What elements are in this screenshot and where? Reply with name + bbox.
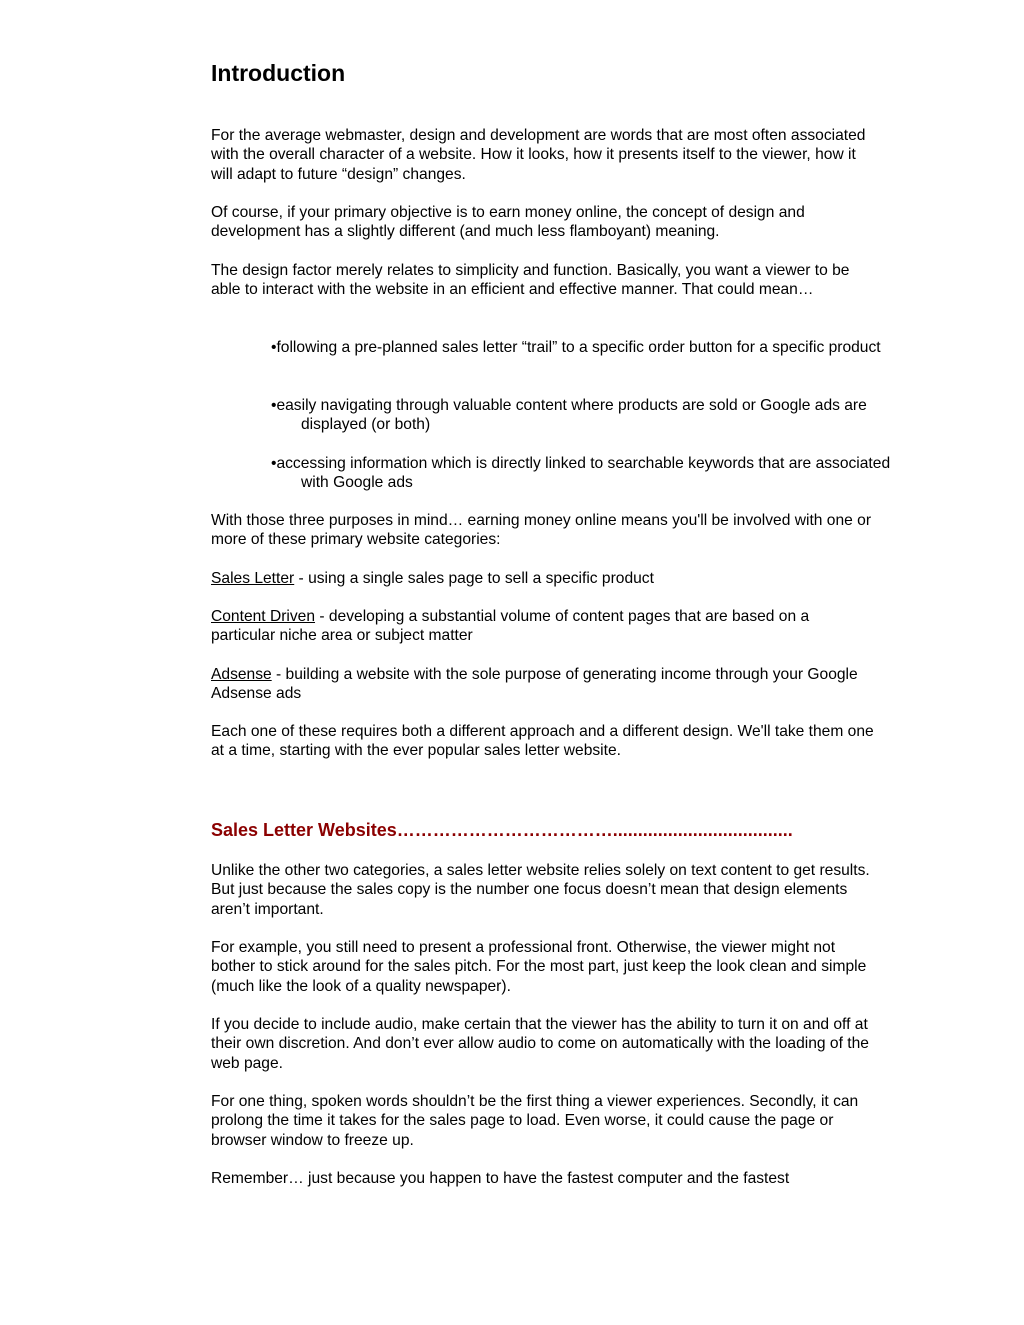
- section-heading-leader: ………………………………....................................: [396, 820, 793, 840]
- sales-paragraph-5: Remember… just because you happen to have the fastest computer and the fastest: [211, 1170, 790, 1187]
- category-content-driven: [211, 607, 876, 646]
- category-term: Content Driven: [211, 608, 316, 625]
- sales-paragraph-3: If you decide to include audio, make certain that the viewer has the ability to turn it on and off at their own discretion. And don’t ever allow audio to come on automatically with the loading of the web page.: [211, 1016, 869, 1072]
- intro-paragraph-3: The design factor merely relates to simplicity and function. Basically, you want a viewer to be able to interact with the website in an efficient and effective manner. That could mean…: [211, 262, 850, 299]
- sales-paragraph-4: For one thing, spoken words shouldn’t be the first thing a viewer experiences. Secondly, it can prolong the time it takes for the sales page to load. Even worse, it could cause the page or browser window to freeze up.: [211, 1093, 859, 1149]
- intro-paragraph-4: With those three purposes in mind… earning money online means you'll be involved with one or more of these primary website categories:: [211, 512, 872, 549]
- section-heading-text: Sales Letter Websites: [211, 820, 397, 840]
- category-desc: - using a single sales page to sell a specific product: [294, 570, 654, 587]
- category-adsense: [211, 665, 876, 704]
- intro-paragraph-5: Each one of these requires both a different approach and a different design. We'll take them one at a time, starting with the ever popular sales letter website.: [211, 723, 874, 760]
- sales-paragraph-1: Unlike the other two categories, a sales letter website relies solely on text content to get results. But just because the sales copy is the number one focus doesn’t mean that design elements aren’t important.: [211, 862, 870, 918]
- sales-paragraph-2: For example, you still need to present a professional front. Otherwise, the viewer might not bother to stick around for the sales pitch. For the most part, just keep the look clean and simple (much like the look of a quality newspaper).: [211, 939, 867, 995]
- category-desc: - developing a substantial volume of content pages that are based on a particular niche area or subject matter: [211, 608, 810, 645]
- bullet-item: •easily navigating through valuable content where products are sold or Google ads are displayed (or both): [271, 397, 867, 434]
- category-term: Adsense: [211, 666, 272, 683]
- section-heading: [211, 819, 793, 841]
- intro-paragraph-1: For the average webmaster, design and development are words that are most often associated with the overall character of a website. How it looks, how it presents itself to the viewer, how it will adapt to future “design” changes.: [211, 127, 866, 183]
- category-term: Sales Letter: [211, 570, 295, 587]
- intro-paragraph-2: Of course, if your primary objective is to earn money online, the concept of design and development has a slightly different (and much less flamboyant) meaning.: [211, 204, 805, 241]
- bullet-item: •accessing information which is directly linked to searchable keywords that are associated with Google ads: [271, 455, 891, 492]
- category-sales-letter: [211, 569, 876, 588]
- bullet-item: •following a pre-planned sales letter “trail” to a specific order button for a specific product: [271, 339, 881, 356]
- page-title: Introduction: [211, 60, 346, 86]
- category-desc: - building a website with the sole purpose of generating income through your Google Adsense ads: [211, 666, 858, 703]
